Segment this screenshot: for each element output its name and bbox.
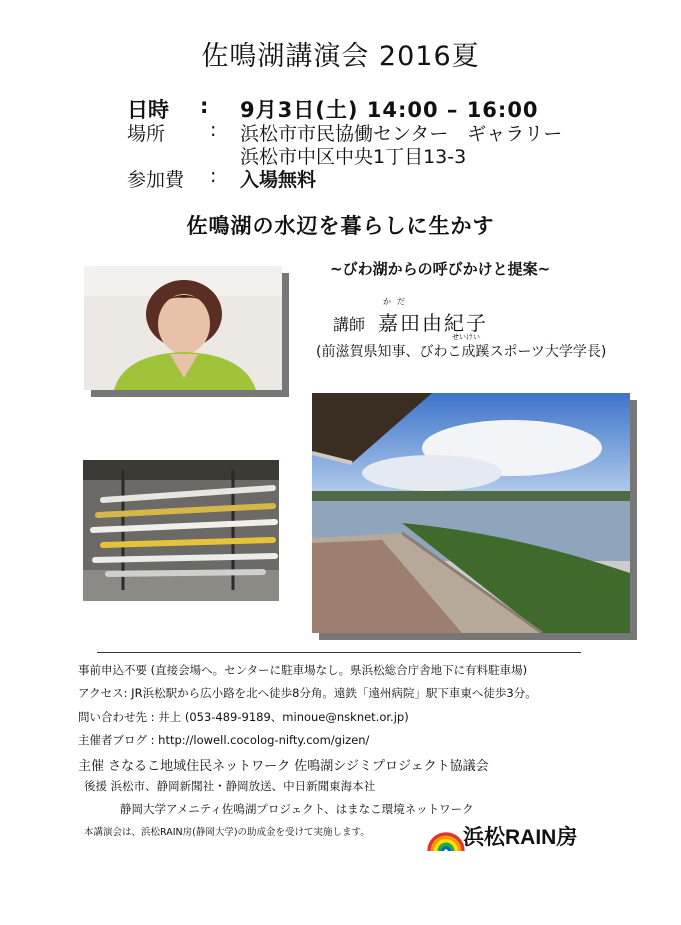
- lecture-subtheme: ~びわ湖からの呼びかけと提案~: [330, 260, 551, 278]
- speaker-affiliation: [316, 341, 606, 361]
- affiliation-ruby-base: 蹊: [475, 344, 490, 360]
- logo-text-b: RAIN房: [505, 826, 578, 849]
- speaker-name: 嘉田由紀子: [378, 311, 488, 335]
- note-blog[interactable]: 主催者ブログ : http://lowell.cocolog-nifty.com/gizen/: [78, 733, 370, 747]
- date-label: 日時: [127, 98, 169, 122]
- logo-text: [463, 821, 577, 851]
- note-support-2: 静岡大学アメニティ佐鳴湖プロジェクト、はまなこ環境ネットワーク: [120, 802, 474, 816]
- affiliation-ruby: せいけい: [452, 333, 480, 341]
- note-contact: 問い合わせ先 : 井上 (053-489-9189、minoue@nsknet.or.jp): [78, 710, 409, 724]
- fee-label: 参加費: [127, 169, 185, 191]
- lake-photo: [312, 393, 630, 633]
- speaker-photo: [84, 266, 282, 390]
- place-label: 場所: [127, 123, 166, 145]
- boat-storage-photo: [83, 460, 279, 601]
- place-line2: 浜松市中区中央1丁目13-3: [240, 146, 467, 168]
- note-grant: 本講演会は、浜松RAIN房(静岡大学)の助成金を受けて実施します。: [84, 827, 370, 838]
- place-colon: :: [210, 119, 217, 141]
- divider: [97, 652, 581, 653]
- speaker-role: 講師: [333, 315, 366, 334]
- note-support: 後援 浜松市、静岡新聞社・静岡放送、中日新聞東海本社: [84, 779, 376, 793]
- note-access: アクセス: JR浜松駅から広小路を北へ徒歩8分角。遠鉄「遠州病院」駅下車東へ徒歩3分。: [78, 686, 537, 700]
- affiliation-post: スポーツ大学学長): [489, 344, 607, 360]
- fee-colon: :: [210, 165, 217, 187]
- logo-text-a: 浜松: [463, 826, 505, 849]
- note-organizer: 主催 さなるこ地域住民ネットワーク 佐鳴湖シジミプロジェクト協議会: [78, 759, 489, 774]
- date-value: 9月3日(土) 14:00 – 16:00: [240, 98, 539, 122]
- affiliation-pre: (前滋賀県知事、びわこ成: [316, 344, 476, 360]
- page-title: 佐鳴湖講演会 2016夏: [201, 41, 480, 72]
- place-line1: 浜松市市民協働センター ギャラリー: [240, 123, 563, 145]
- date-colon: :: [200, 94, 209, 118]
- speaker-name-ruby: かだ: [383, 297, 411, 306]
- rainbow-icon: [427, 817, 465, 851]
- rain-logo: [427, 817, 617, 853]
- lecture-theme: 佐鳴湖の水辺を暮らしに生かす: [186, 214, 495, 238]
- note-registration: 事前申込不要 (直接会場へ。センターに駐車場なし。県浜松総合庁舎地下に有料駐車場): [78, 663, 528, 677]
- fee-value: 入場無料: [240, 169, 317, 191]
